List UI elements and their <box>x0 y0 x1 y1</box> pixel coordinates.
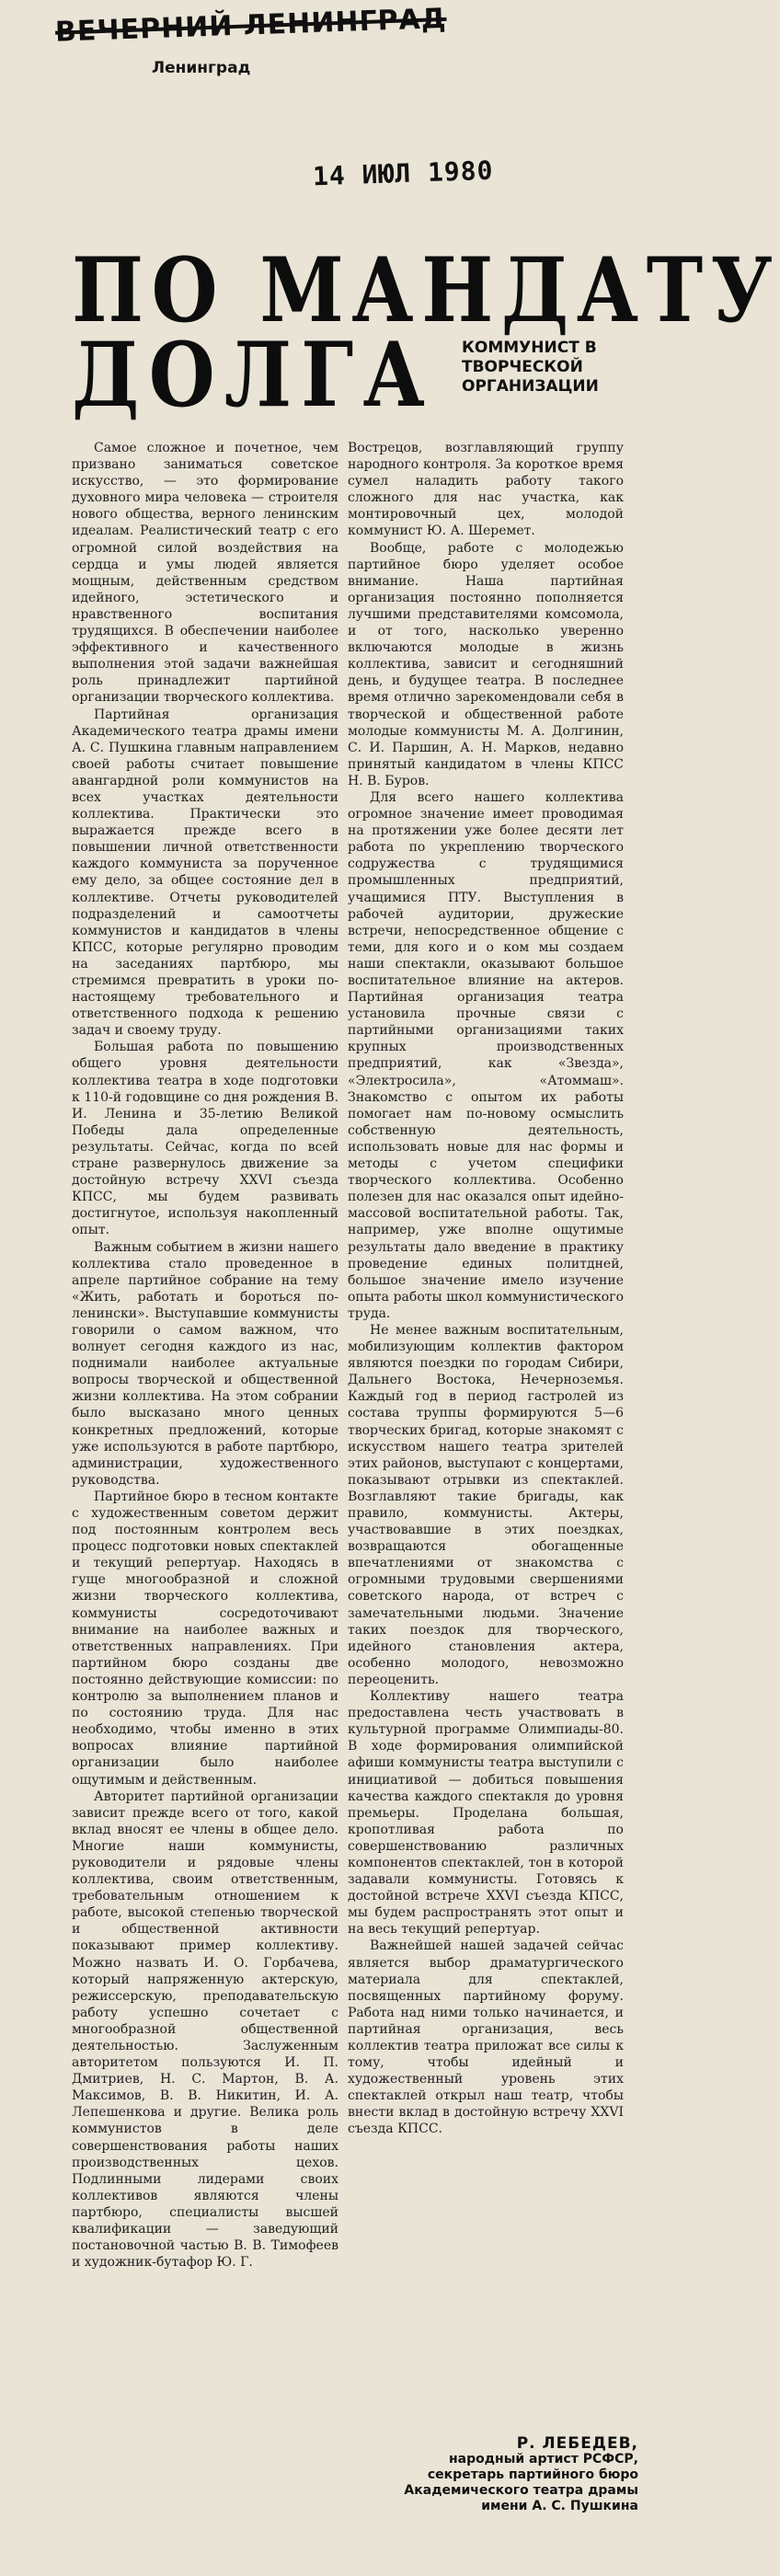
paragraph: Важным событием в жизни нашего коллектива стало проведенное в апреле партийное собрание на тему «Жить, работать и бороться по-ленински». Выступавшие коммунисты говорили о самом важном, что волнует сегодня каждого из нас, поднимали наиболее актуальные вопросы творческой и общественной жизни коллектива. На этом собрании было высказано много ценных конкретных предложений, которые уже используются в работе партбюро, администрации, художественного руководства. <box>72 1239 338 1488</box>
author-title: народный артист РСФСР, <box>448 2452 638 2467</box>
newspaper-name-stamp: ВЕЧЕРНИЙ ЛЕНИНГРАД <box>54 2 448 49</box>
paragraph: Авторитет партийной организации зависит прежде всего от того, какой вклад вносят ее члены в общее дело. Многие наши коммунисты, руководители и рядовые члены коллектива, своим ответственным, требовательным отношением к работе, высокой степенью творческой и общественной активности показывают пример коллективу. Можно назвать И. О. Горбачева, который напряженную актерскую, режиссерскую, преподавательскую работу успешно сочетает с многообразной общественной деятельностью. Заслуженным авторитетом пользуются И. П. Дмитриев, Н. С. Мартон, В. А. Максимов, В. В. Никитин, И. А. Лепешенкова и другие. Велика роль коммунистов в деле совершенствования работы наших производственных цехов. Подлинными лидерами своих коллективов являются члены партбюро, специалисты высшей квалификации — заведующий постановочной частью В. В. Тимофеев и художник-бутафор Ю. Г. <box>72 1788 338 2271</box>
paragraph: Для всего нашего коллектива огромное значение имеет проводимая на протяжении уже более десяти лет работа по укреплению творческого содружества с трудящимися промышленных предприятий, учащимися ПТУ. Выступления в рабочей аудитории, дружеские встречи, непосредственное общение с теми, для кого и о ком мы создаем наши спектакли, оказывают большое воспитательное влияние на актеров. Партийная организация театра установила прочные связи с партийными организациями таких крупных производственных предприятий, как «Звезда», «Электросила», «Атоммаш». Знакомство с опытом их работы помогает нам по-новому осмыслить собственную деятельность, использовать новые для нас формы и методы с учетом специфики творческого коллектива. Особенно полезен для нас оказался опыт идейно-массовой воспитательной работы. Так, например, уже вполне ощутимые результаты дало введение в практику проведение единых политдней, большое значение имело изучение опыта работы школ коммунистического труда. <box>348 789 624 1321</box>
paragraph: Важнейшей нашей задачей сейчас является выбор драматургического материала для спектаклей, посвященных партийному форуму. Работа над ними только начинается, и партийная организация, весь коллектив театра приложат все силы к тому, чтобы идейный и художественный уровень этих спектаклей открыл наш театр, чтобы внести вклад в достойную встречу XXVI съезда КПСС. <box>348 1938 624 2137</box>
date-stamp: 14 ИЮЛ 1980 <box>312 155 494 192</box>
author-name: Р. ЛЕБЕДЕВ, <box>516 2434 638 2453</box>
headline-line-2: ДОЛГА <box>72 323 435 427</box>
paragraph: Не менее важным воспитательным, мобилизующим коллектив фактором являются поездки по городам Сибири, Дальнего Востока, Нечерноземья. Каждый год в период гастролей из состава труппы формируются 5—6 творческих бригад, которые знакомят с искусством нашего театра зрителей этих районов, выступают с концертами, показывают отрывки из спектаклей. Возглавляют такие бригады, как правило, коммунисты. Актеры, участвовавшие в этих поездках, возвращаются обогащенные впечатлениями от знакомства с огромными трудовыми свершениями советского народа, от встреч с замечательными людьми. Значение таких поездок для творческого, идейного становления актера, особенно молодого, невозможно переоценить. <box>348 1322 624 1687</box>
paragraph: Вострецов, возглавляющий группу народного контроля. За короткое время сумел наладить работу такого сложного для нас участка, как монтировочный цех, молодой коммунист Ю. А. Шеремет. <box>348 441 624 539</box>
city-stamp: Ленинград <box>152 59 251 77</box>
paragraph: Самое сложное и почетное, чем призвано заниматься советское искусство, — это формирование духовного мира человека — строителя нового общества, верного ленинским идеалам. Реалистический театр с его огромной силой воздействия на сердца и умы людей является мощным, действенным средством идейного, эстетического и нравственного воспитания трудящихся. В обеспечении наиболее эффективного и качественного выполнения этой задачи важнейшая роль принадлежит партийной организации творческого коллектива. <box>72 441 338 706</box>
article-column-1 <box>72 440 338 2271</box>
headline-line-1: ПО МАНДАТУ <box>72 238 780 342</box>
paragraph: Вообще, работе с молодежью партийное бюро уделяет особое внимание. Наша партийная организация постоянно пополняется лучшими представителями комсомола, и от того, насколько уверенно включаются молодые в жизнь коллектива, зависит и сегодняшний день, и будущее театра. В последнее время отлично зарекомендовали себя в творческой и общественной работе молодые коммунисты М. А. Долгинин, С. И. Паршин, А. Н. Марков, недавно принятый кандидатом в члены КПСС Н. В. Буров. <box>348 540 624 788</box>
author-position: секретарь партийного бюро Академического театра драмы имени А. С. Пушкина <box>404 2467 638 2513</box>
author-signature <box>372 2436 638 2514</box>
paragraph: Партийная организация Академического театра драмы имени А. С. Пушкина главным направлением своей работы считает повышение авангардной роли коммунистов на всех участках деятельности коллектива. Практически это выражается прежде всего в повышении личной ответственности каждого коммуниста за порученное ему дело, за общее состояние дел в коллективе. Отчеты руководителей подразделений и самоотчеты коммунистов и кандидатов в члены КПСС, которые регулярно проводим на заседаниях партбюро, мы стремимся превратить в уроки по-настоящему требовательного и ответственного подхода к решению задач и своему труду. <box>72 707 338 1039</box>
paragraph: Большая работа по повышению общего уровня деятельности коллектива театра в ходе подготовки к 110-й годовщине со дня рождения В. И. Ленина и 35-летию Великой Победы дала определенные результаты. Сейчас, когда по всей стране развернулось движение за достойную встречу XXVI съезда КПСС, мы будем развивать достигнутое, используя накопленный опыт. <box>72 1040 338 1238</box>
headline-kicker: КОММУНИСТ В ТВОРЧЕСКОЙ ОРГАНИЗАЦИИ <box>462 339 599 396</box>
paragraph: Коллективу нашего театра предоставлена честь участвовать в культурной программе Олимпиады-80. В ходе формирования олимпийской афиши коммунисты театра выступили с инициативой — добиться повышения качества каждого спектакля до уровня премьеры. Проделана большая, кропотливая работа по совершенствованию различных компонентов спектаклей, тон в которой задавали коммунисты. Готовясь к достойной встрече XXVI съезда КПСС, мы будем распространять этот опыт и на весь текущий репертуар. <box>348 1689 624 1938</box>
article-column-2 <box>348 440 624 2138</box>
paragraph: Партийное бюро в тесном контакте с художественным советом держит под постоянным контролем весь процесс подготовки новых спектаклей и текущий репертуар. Находясь в гуще многообразной и сложной жизни творческого коллектива, коммунисты сосредоточивают внимание на наиболее важных и ответственных направлениях. При партийном бюро созданы две постоянно действующие комиссии: по контролю за выполнением планов и по состоянию труда. Для нас необходимо, чтобы именно в этих вопросах влияние партийной организации было наиболее ощутимым и действенным. <box>72 1489 338 1788</box>
